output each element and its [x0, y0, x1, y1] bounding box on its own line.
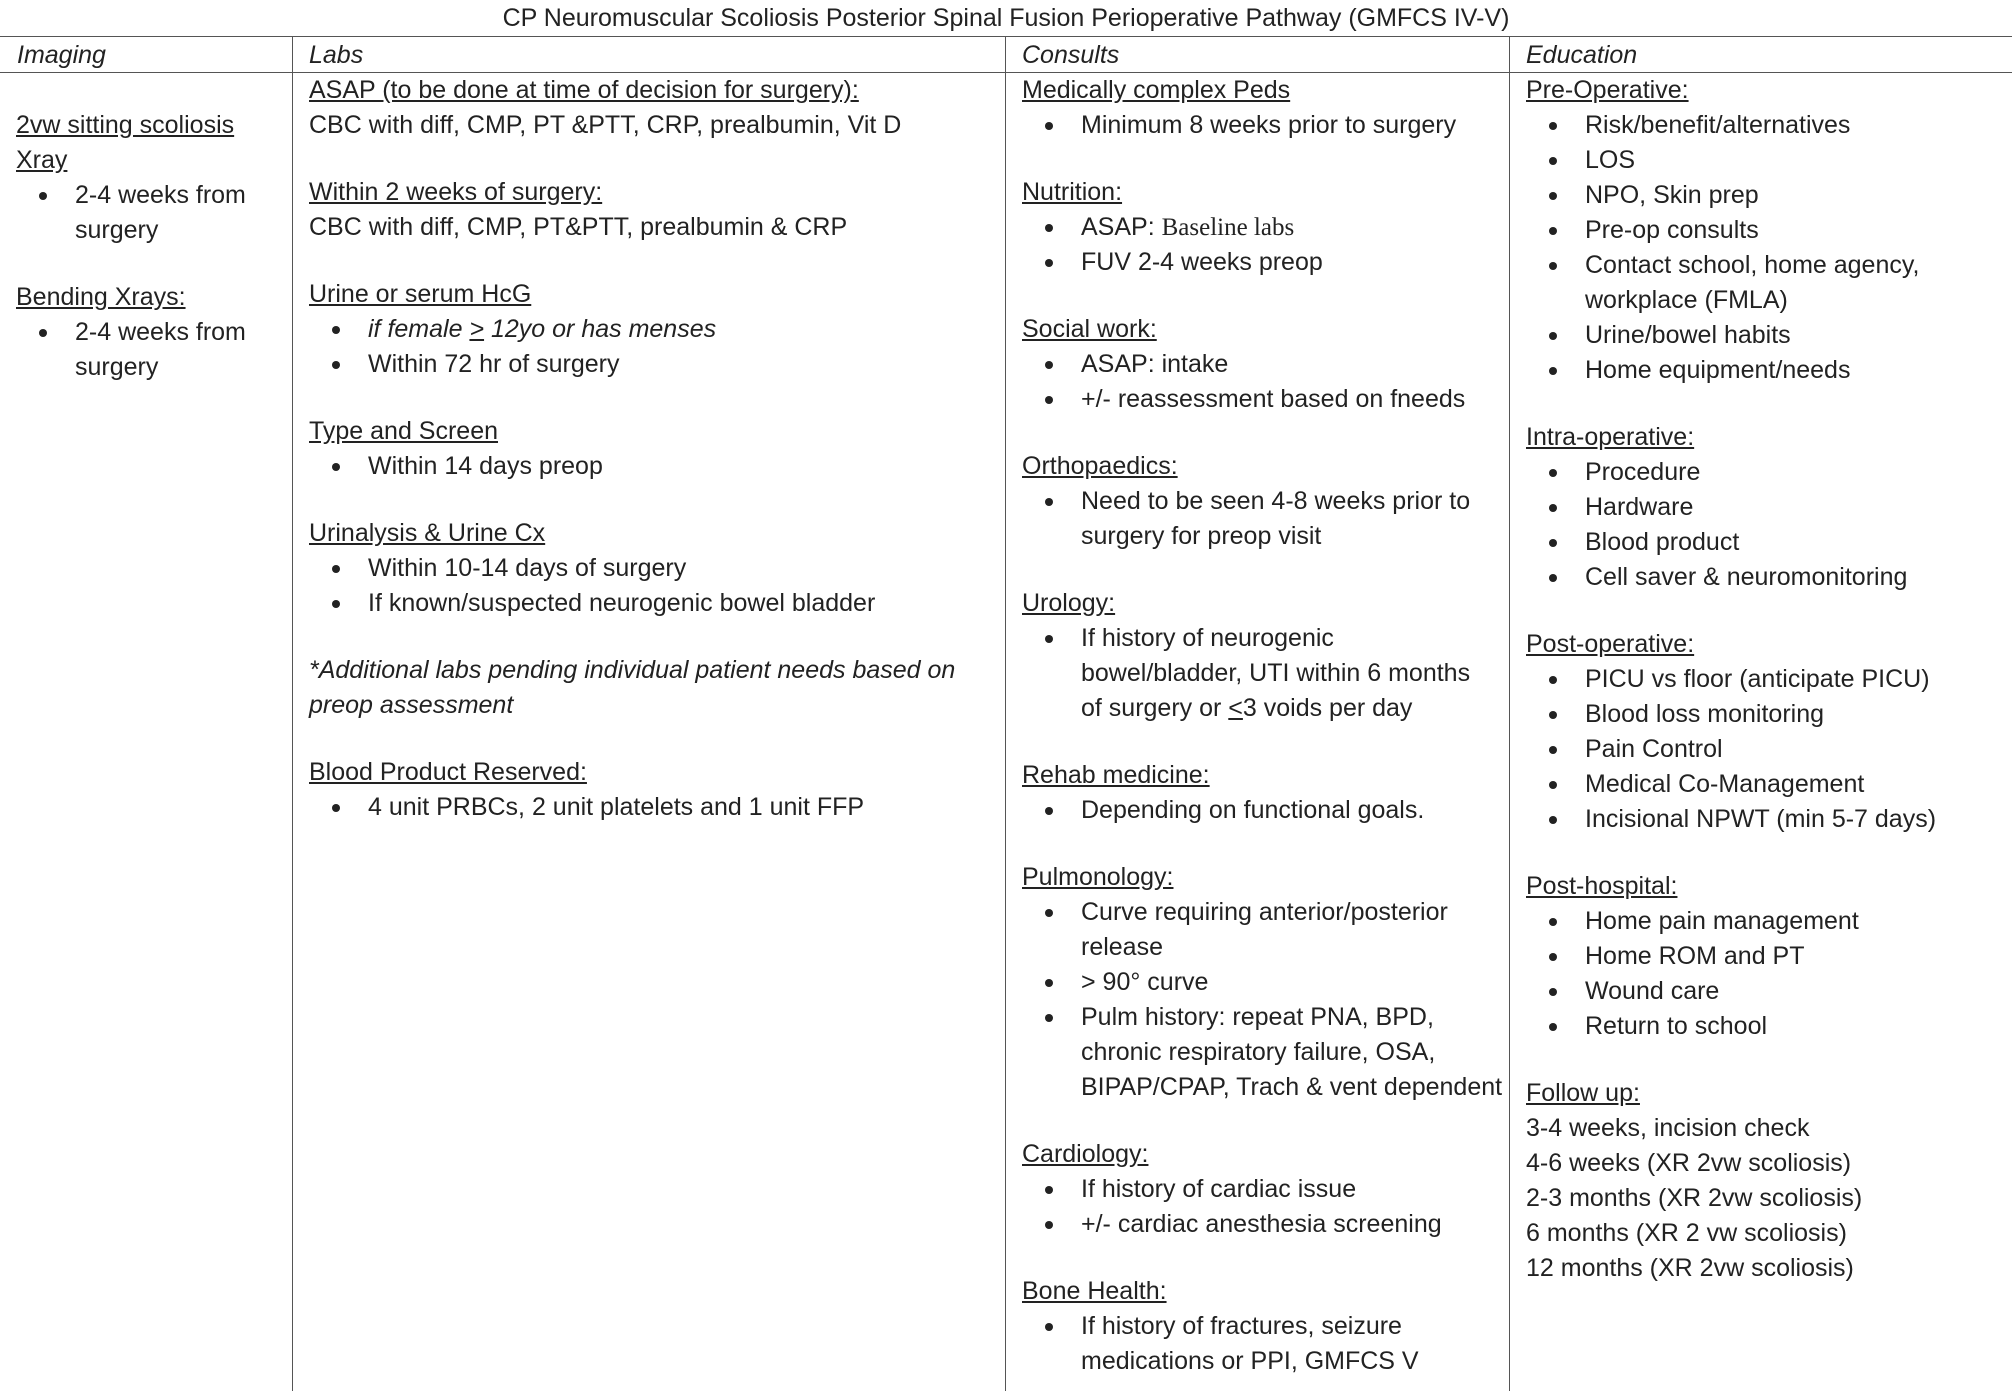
list-item: Medical Co-Management — [1526, 767, 2006, 802]
consults-section-heading: Nutrition: — [1022, 178, 1123, 206]
list-item: > 90° curve — [1022, 965, 1504, 1000]
column-header-labs: Labs — [309, 41, 364, 69]
labs-section-heading: ASAP (to be done at time of decision for surgery): — [309, 76, 859, 104]
imaging-section-heading: 2vw sitting scoliosis — [16, 111, 235, 139]
list-item: Wound care — [1526, 974, 2006, 1009]
list-item: If history of neurogenic bowel/bladder, UTI within 6 months of surgery or <3 voids per day — [1022, 621, 1504, 726]
list-item: 4 unit PRBCs, 2 unit platelets and 1 unit FFP — [309, 790, 999, 825]
consults-column — [1022, 73, 1504, 1379]
list-item: Curve requiring anterior/posterior release — [1022, 895, 1504, 965]
column-divider — [1005, 37, 1006, 1391]
list-item: Hardware — [1526, 490, 2006, 525]
page-title: CP Neuromuscular Scoliosis Posterior Spinal Fusion Perioperative Pathway (GMFCS IV-V) — [0, 0, 2012, 37]
list-item: +/- cardiac anesthesia screening — [1022, 1207, 1504, 1242]
imaging-section-heading: Xray — [16, 146, 68, 174]
list-item: Within 14 days preop — [309, 449, 999, 484]
list-item: NPO, Skin prep — [1526, 178, 2006, 213]
labs-text: CBC with diff, CMP, PT&PTT, prealbumin & CRP — [309, 213, 848, 241]
list-item-text: surgery — [75, 353, 159, 381]
list-item: Home ROM and PT — [1526, 939, 2006, 974]
column-divider — [292, 37, 293, 1391]
list-item: Procedure — [1526, 455, 2006, 490]
list-item-text: surgery — [75, 216, 159, 244]
list-item: Pain Control — [1526, 732, 2006, 767]
column-header-education: Education — [1526, 41, 1638, 69]
labs-text: CBC with diff, CMP, PT &PTT, CRP, prealbumin, Vit D — [309, 111, 902, 139]
labs-section-heading: Urinalysis & Urine Cx — [309, 519, 546, 547]
list-item: if female > 12yo or has menses — [309, 312, 999, 347]
list-item-text: 2-4 weeks from — [75, 318, 246, 346]
follow-up-line: 12 months (XR 2vw scoliosis) — [1526, 1254, 1854, 1282]
list-item: Need to be seen 4-8 weeks prior to surgery for preop visit — [1022, 484, 1504, 554]
consults-section-heading: Urology: — [1022, 589, 1116, 617]
list-item: Within 72 hr of surgery — [309, 347, 999, 382]
list-item: LOS — [1526, 143, 2006, 178]
list-item: Blood product — [1526, 525, 2006, 560]
list-item: Cell saver & neuromonitoring — [1526, 560, 2006, 595]
labs-section-heading: Blood Product Reserved: — [309, 758, 587, 786]
labs-note: preop assessment — [309, 691, 514, 719]
list-item: +/- reassessment based on fneeds — [1022, 382, 1504, 417]
consults-section-heading: Social work: — [1022, 315, 1157, 343]
column-divider — [1509, 37, 1510, 1391]
education-section-heading: Post-operative: — [1526, 630, 1695, 658]
list-item: If history of cardiac issue — [1022, 1172, 1504, 1207]
imaging-column — [16, 73, 286, 385]
consults-section-heading: Medically complex Peds — [1022, 76, 1291, 104]
list-item: Pre-op consults — [1526, 213, 2006, 248]
consults-section-heading: Orthopaedics: — [1022, 452, 1178, 480]
consults-section-heading: Pulmonology: — [1022, 863, 1174, 891]
consults-section-heading: Cardiology: — [1022, 1140, 1149, 1168]
list-item: If known/suspected neurogenic bowel bladder — [309, 586, 999, 621]
list-item-text: 2-4 weeks from — [75, 181, 246, 209]
column-header-consults: Consults — [1022, 41, 1120, 69]
education-column — [1526, 73, 2006, 1286]
list-item: If history of fractures, seizure medications or PPI, GMFCS V — [1022, 1309, 1504, 1379]
list-item: Minimum 8 weeks prior to surgery — [1022, 108, 1504, 143]
labs-section-heading: Within 2 weeks of surgery: — [309, 178, 603, 206]
list-item: Incisional NPWT (min 5-7 days) — [1526, 802, 2006, 837]
education-section-heading: Follow up: — [1526, 1079, 1640, 1107]
list-item: Blood loss monitoring — [1526, 697, 2006, 732]
list-item: FUV 2-4 weeks preop — [1022, 245, 1504, 280]
education-section-heading: Pre-Operative: — [1526, 76, 1689, 104]
follow-up-line: 3-4 weeks, incision check — [1526, 1114, 1810, 1142]
follow-up-line: 2-3 months (XR 2vw scoliosis) — [1526, 1184, 1863, 1212]
labs-section-heading: Type and Screen — [309, 417, 499, 445]
list-item: Within 10-14 days of surgery — [309, 551, 999, 586]
labs-section-heading: Urine or serum HcG — [309, 280, 532, 308]
list-item: Home pain management — [1526, 904, 2006, 939]
list-item: Contact school, home agency, workplace (FMLA) — [1526, 248, 2006, 318]
list-item: Return to school — [1526, 1009, 2006, 1044]
list-item: ASAP: Baseline labs — [1022, 210, 1504, 245]
labs-note: *Additional labs pending individual patient needs based on — [309, 656, 956, 684]
consults-section-heading: Bone Health: — [1022, 1277, 1167, 1305]
list-item: Urine/bowel habits — [1526, 318, 2006, 353]
column-header-imaging: Imaging — [17, 41, 106, 69]
imaging-section-heading: Bending Xrays: — [16, 283, 186, 311]
education-section-heading: Post-hospital: — [1526, 872, 1678, 900]
education-section-heading: Intra-operative: — [1526, 423, 1695, 451]
labs-column — [309, 73, 999, 825]
consults-section-heading: Rehab medicine: — [1022, 761, 1210, 789]
list-item: ASAP: intake — [1022, 347, 1504, 382]
list-item — [16, 315, 286, 385]
list-item: Home equipment/needs — [1526, 353, 2006, 388]
list-item: Depending on functional goals. — [1022, 793, 1504, 828]
follow-up-line: 6 months (XR 2 vw scoliosis) — [1526, 1219, 1847, 1247]
list-item: PICU vs floor (anticipate PICU) — [1526, 662, 2006, 697]
list-item — [16, 178, 286, 248]
list-item: Pulm history: repeat PNA, BPD, chronic respiratory failure, OSA, BIPAP/CPAP, Trach & vent dependent — [1022, 1000, 1504, 1105]
follow-up-line: 4-6 weeks (XR 2vw scoliosis) — [1526, 1149, 1852, 1177]
list-item: Risk/benefit/alternatives — [1526, 108, 2006, 143]
